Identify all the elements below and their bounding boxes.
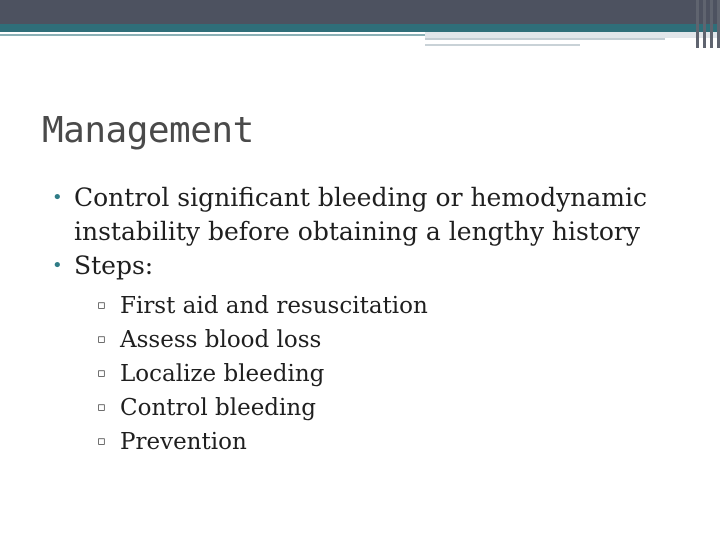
bullet-marker: •: [52, 187, 63, 208]
sub-bullet-marker: ▫: [97, 366, 106, 381]
top-dark-band: [0, 0, 720, 24]
sub-bullet-item: [74, 357, 670, 391]
sub-bullet-item: [74, 425, 670, 459]
sub-bullet-text: Control bleeding: [120, 395, 316, 421]
decorative-line-right-upper: [425, 38, 665, 40]
sub-bullet-item: [74, 391, 670, 425]
bullet-item: [50, 249, 670, 459]
bullet-marker: •: [52, 255, 63, 276]
sub-bullet-marker: ▫: [97, 434, 106, 449]
sub-bullet-text: Localize bleeding: [120, 361, 325, 387]
decorative-line-right-lower: [425, 44, 580, 46]
teal-accent-band: [0, 24, 720, 32]
sub-bullet-text: First aid and resuscitation: [120, 293, 428, 319]
sub-bullet-item: [74, 323, 670, 357]
sub-bullet-item: [74, 289, 670, 323]
sub-bullet-marker: ▫: [97, 400, 106, 415]
bullet-item: [50, 181, 670, 249]
sub-bullet-list: [74, 289, 670, 459]
decorative-line-left: [0, 34, 425, 36]
sub-bullet-marker: ▫: [97, 332, 106, 347]
slide-title: Management: [42, 110, 254, 151]
sub-bullet-text: Assess blood loss: [120, 327, 322, 353]
bullet-text: Control significant bleeding or hemodynamic instability before obtaining a lengthy history: [74, 183, 647, 246]
corner-stripes: [696, 0, 720, 48]
sub-bullet-text: Prevention: [120, 429, 247, 455]
sub-bullet-marker: ▫: [97, 298, 106, 313]
bullet-list: [50, 181, 670, 459]
bullet-text: Steps:: [74, 251, 154, 280]
